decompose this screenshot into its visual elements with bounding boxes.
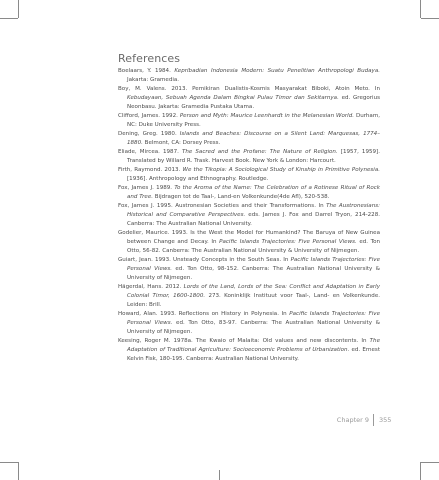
reference-text: ed. Ton Otto, 83-97. Canberra: The Australian National University & University of Nijmegen.	[127, 320, 380, 335]
chapter-label: Chapter 9	[336, 416, 369, 424]
reference-text: [1936]. Anthropology and Ethnography. Routledge.	[127, 176, 269, 182]
reference-title: Islands and Beaches: Discourse on a Silent Land: Marquesas, 1774–1880.	[127, 131, 380, 146]
reference-title: Person and Myth: Maurice Leenhardt in the Melanesian World.	[179, 113, 355, 119]
reference-text: Godelier, Maurice. 1993. Is the West the Model for Humankind? The Baruya of New Guinea between Change and Decay. In	[118, 230, 380, 245]
reference-title: The Sacred and the Profane: The Nature of Religion.	[181, 149, 338, 155]
reference-title: Kebudayaan, Sebuah Agenda Dalam Bingkai Pulau Timor dan Sekitarnya.	[127, 95, 339, 101]
reference-text: ed. Ernest Kelvin Fisk, 180-195. Canberra: Australian National University.	[127, 347, 381, 362]
references-list	[118, 67, 380, 364]
crop-mark-top-right-v	[420, 0, 421, 18]
reference-title: To the Aroma of the Name: The Celebration of a Rotinese Ritual of Rock and Tree.	[127, 185, 380, 200]
footer-divider	[373, 414, 374, 426]
reference-text: Durham, NC: Duke University Press.	[127, 113, 380, 128]
reference-text: ed. Ton Otto, 56-82. Canberra: The Australian National University & University of Nijmegen.	[127, 239, 381, 254]
reference-entry	[118, 166, 380, 184]
reference-entry	[118, 67, 380, 85]
reference-text: Fox, James J. 1989.	[118, 185, 175, 191]
crop-mark-bottom-left-h	[0, 462, 18, 463]
crop-mark-bottom-right-v	[420, 462, 421, 480]
reference-title: Kepribadian Indonesia Modern: Suatu Penelitian Anthropologi Budaya.	[174, 68, 380, 74]
reference-entry	[118, 184, 380, 202]
reference-entry	[118, 202, 380, 229]
reference-text: Jakarta: Gramedia.	[127, 77, 180, 83]
reference-entry	[118, 85, 380, 112]
reference-text: Howard, Alan. 1993. Reflections on History in Polynesia. In	[118, 311, 290, 317]
page-footer	[0, 412, 439, 432]
reference-text: Eliade, Mircea. 1987.	[118, 149, 182, 155]
reference-text: ed. Ton Otto, 98-152. Canberra: The Australian National University & University of Nijmegen.	[127, 266, 380, 281]
reference-text: Bijdragen tot de Taal-, Land-en Volkenkunde(4de Afl), 520-538.	[153, 194, 330, 200]
reference-text: Belmont, CA: Dorsey Press.	[142, 140, 221, 146]
crop-mark-top-left-v	[18, 0, 19, 18]
reference-entry	[118, 229, 380, 256]
crop-mark-top-right-h	[421, 18, 439, 19]
reference-text: ed. Gregorius Neonbasu. Jakarta: Gramedia Pustaka Utama.	[127, 95, 381, 110]
reference-entry	[118, 130, 380, 148]
reference-entry	[118, 256, 380, 283]
reference-text: Boelaars, Y. 1984.	[118, 68, 175, 74]
page-number: 355	[379, 416, 392, 424]
reference-text: Hägerdal, Hans. 2012.	[118, 284, 184, 290]
reference-text: Boy, M. Valens. 2013. Pemikiran Dualistis-Kosmis Masyarakat Biboki, Atoin Meto. In	[118, 86, 380, 92]
reference-text: Clifford, James. 1992.	[118, 113, 180, 119]
reference-entry	[118, 148, 380, 166]
reference-entry	[118, 283, 380, 310]
reference-text: Keesing, Roger M. 1978a. The Kwaio of Malaita: Old values and new discontents. In	[118, 338, 370, 344]
crop-mark-bottom-center	[219, 470, 220, 480]
reference-title: We the Tikopia: A Sociological Study of Kinship in Primitive Polynesia.	[182, 167, 380, 173]
crop-mark-top-left-h	[0, 18, 18, 19]
reference-title: The Austronesians: Historical and Comparative Perspectives.	[127, 203, 380, 218]
crop-mark-bottom-right-h	[421, 462, 439, 463]
crop-mark-bottom-left-v	[18, 462, 19, 480]
reference-text: Fox, James J. 1995. Austronesian Societies and their Transformations. In	[118, 203, 327, 209]
reference-entry	[118, 310, 380, 337]
reference-title: Pacific Islands Trajectories: Five Personal Views.	[127, 257, 380, 272]
reference-text: Dening, Greg. 1980.	[118, 131, 180, 137]
reference-text: [1957, 1959]. Translated by Willard R. Trask. Harvest Book. New York & London: Harcourt.	[127, 149, 380, 164]
reference-text: Firth, Raymond. 2013.	[118, 167, 183, 173]
reference-entry	[118, 112, 380, 130]
reference-title: Pacific Islands Trajectories: Five Personal Views.	[219, 239, 357, 245]
references-heading: References	[118, 52, 181, 65]
reference-text: eds. James J. Fox and Darrel Tryon, 214-228. Canberra: The Australian National University.	[127, 212, 380, 227]
reference-text: 273. Koninklijk Instituut voor Taal-, Land- en Volkenkunde. Leiden: Brill.	[127, 293, 381, 308]
reference-title: Pacific Islands Trajectories: Five Personal Views.	[127, 311, 380, 326]
reference-title: Lords of the Land, Lords of the Sea: Conflict and Adaptation in Early Colonial Timor, 1600-1800.	[127, 284, 380, 299]
reference-text: Guiart, Jean. 1993. Unsteady Concepts in the South Seas. In	[118, 257, 291, 263]
reference-entry	[118, 337, 380, 364]
reference-title: The Adaptation of Traditional Agriculture: Socioeconomic Problems of Urbanization.	[127, 338, 380, 353]
